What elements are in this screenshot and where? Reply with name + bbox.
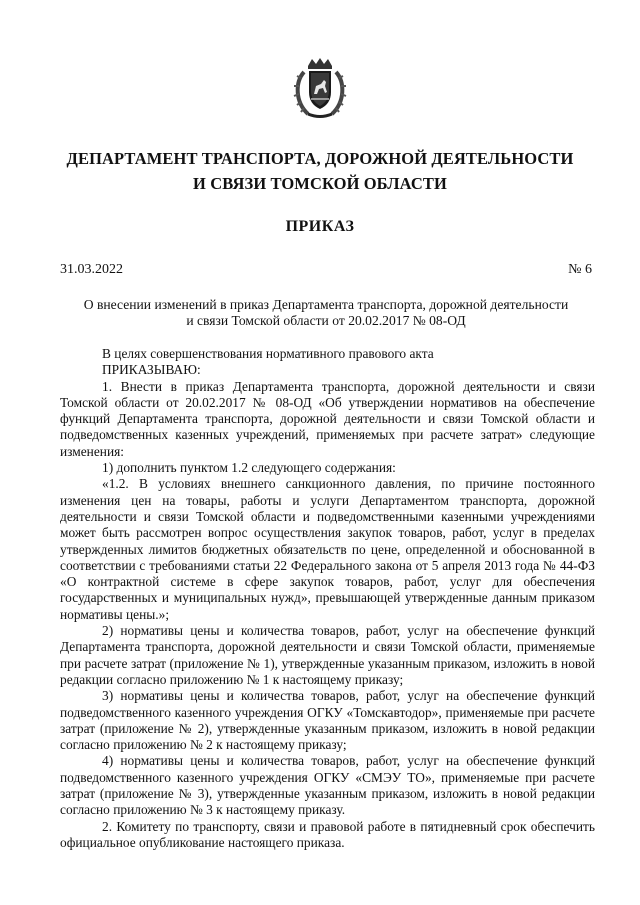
organization-name-line-2: И СВЯЗИ ТОМСКОЙ ОБЛАСТИ: [193, 174, 447, 193]
body-paragraph-order: ПРИКАЗЫВАЮ:: [102, 362, 201, 378]
body-paragraph-subitem-3: 3) нормативы цены и количества товаров, работ, услуг на обеспечение функций подведомственного казенного учреждения ОГКУ «Томскавтодор», применяемые при расчете затрат (приложение № 2), утвержденные указанным приказом, изложить в новой редакции согласно приложению № 2 к настоящему приказу;: [60, 688, 595, 753]
body-paragraph-item-1: 1. Внести в приказ Департамента транспорта, дорожной деятельности и связи Томской области от 20.02.2017 № 08-ОД «Об утверждении нормативов на обеспечение функций Департамента транспорта, дорожной деятельности и связи Томской области и подведомственных казенных учреждений, применяемых при расчете затрат» следующие изменения:: [60, 378, 595, 459]
document-subject: [60, 297, 592, 329]
body-paragraph-item-2: 2. Комитету по транспорту, связи и правовой работе в пятидневный срок обеспечить официальное опубликование настоящего приказа.: [60, 818, 595, 850]
body-paragraph-preamble: В целях совершенствования нормативного правового акта: [102, 346, 434, 361]
body-paragraph-subitem-1: 1) дополнить пунктом 1.2 следующего содержания:: [102, 460, 396, 476]
document-subject-line-2: и связи Томской области от 20.02.2017 № 08-ОД: [186, 313, 466, 328]
document-type-title: ПРИКАЗ: [285, 218, 355, 235]
document-subject-line-1: О внесении изменений в приказ Департамента транспорта, дорожной деятельности: [83, 297, 569, 312]
document-number: № 6: [568, 262, 592, 277]
document-date: 31.03.2022: [60, 262, 123, 277]
organization-name: [40, 146, 600, 196]
body-paragraph-subitem-4: 4) нормативы цены и количества товаров, работ, услуг на обеспечение функций подведомственного казенного учреждения ОГКУ «СМЭУ ТО», применяемые при расчете затрат (приложение № 3), утвержденные указанным приказом, изложить в новой редакции согласно приложению № 3 к настоящему приказу.: [60, 753, 595, 818]
body-paragraph-clause-1-2: «1.2. В условиях внешнего санкционного давления, по причине постоянного изменения цен на товары, работы и услуги Департаментом транспорта, дорожной деятельности и связи Томской области и подведомственными казенными учреждениями может быть рассмотрен вопрос осуществления закупок товаров, работ, услуг в пределах утвержденных лимитов бюджетных обязательств по цене, определенной и обоснованной в соответствии с требованиями статьи 22 Федерального закона от 5 апреля 2013 года № 44-ФЗ «О контрактной системе в сфере закупок товаров, работ, услуг для обеспечения государственных и муниципальных нужд», превышающей утвержденные данным приказом нормативы цены.»;: [60, 476, 595, 622]
body-paragraph-subitem-2: 2) нормативы цены и количества товаров, работ, услуг на обеспечение функций Департамента транспорта, дорожной деятельности и связи Томской области, применяемые при расчете затрат (приложение № 1), утвержденные указанным приказом, изложить в новой редакции согласно приложению № 1 к настоящему приказу;: [60, 623, 595, 687]
document-body: [60, 346, 595, 851]
tomsk-region-coat-of-arms-icon: [292, 56, 348, 120]
organization-name-line-1: ДЕПАРТАМЕНТ ТРАНСПОРТА, ДОРОЖНОЙ ДЕЯТЕЛЬНОСТИ: [66, 149, 574, 168]
